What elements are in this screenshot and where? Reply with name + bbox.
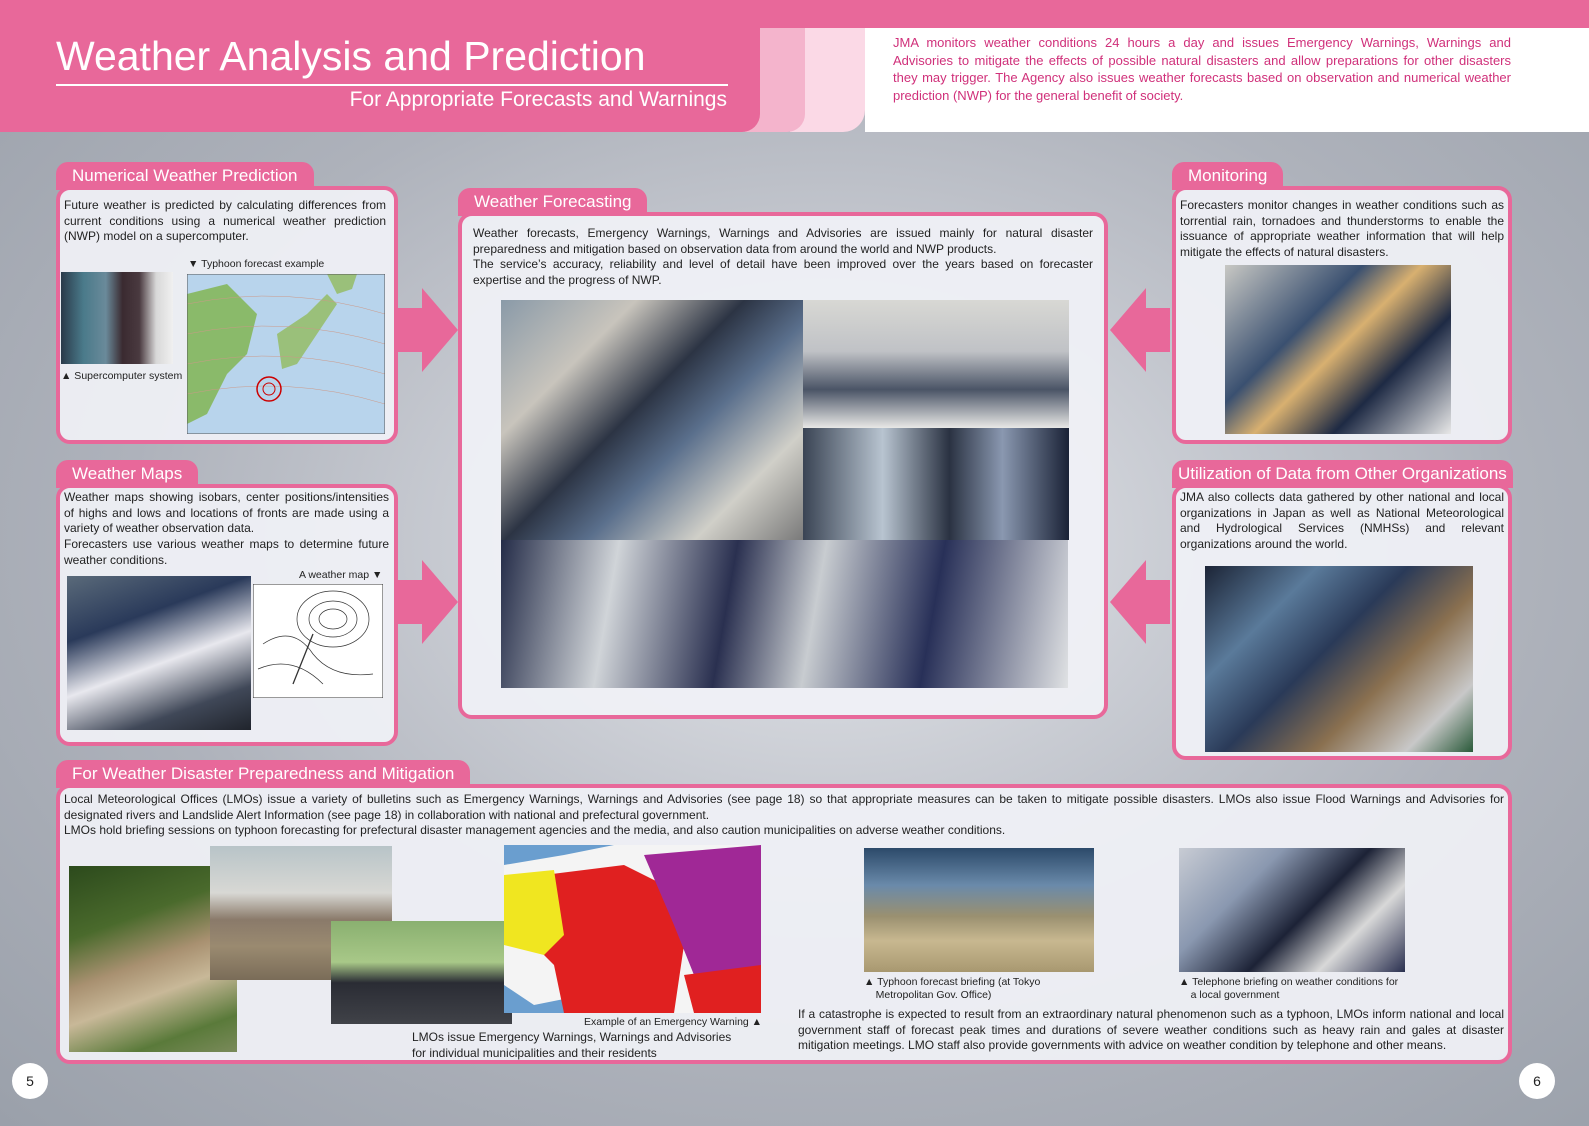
nwp-map-caption: ▼ Typhoon forecast example [188,258,325,270]
nwp-title: Numerical Weather Prediction [56,162,314,190]
weather-map-caption: A weather map ▼ [299,569,383,581]
disaster-text-1: Local Meteorological Offices (LMOs) issue a variety of bulletins such as Emergency Warnings, Warnings and Advisories (see page 18) so that appropriate measures can be taken to mitigate possible disasters. LMOs also issue Flood Warnings and Advisories for designated rivers and Landslide Alert Information (see page 18) in collaboration with national and prefectural government. [64,792,1504,822]
arrow-right-upper [398,288,458,372]
forecaster-drawing-photo [67,576,251,730]
forecasting-title: Weather Forecasting [458,188,647,216]
utilization-title: Utilization of Data from Other Organizations [1172,460,1513,488]
arrow-left-lower [1110,560,1170,644]
nwp-text: Future weather is predicted by calculating differences from current conditions using a numerical weather prediction (NWP) model on a supercomputer. [64,198,386,244]
monitoring-title: Monitoring [1172,162,1283,190]
intro-text: JMA monitors weather conditions 24 hours a day and issues Emergency Warnings, Warnings and Advisories to mitigate the effects of possible natural disasters and allow preparations for other disasters they may trigger. The Agency also issues weather forecasts based on observation and numerical weather prediction (NWP) for the general benefit of society. [893,35,1511,103]
disaster-title: For Weather Disaster Preparedness and Mitigation [56,760,470,788]
page-number-left: 5 [12,1063,48,1099]
typhoon-briefing-caption: ▲ Typhoon forecast briefing (at Tokyo Metropolitan Gov. Office) [864,976,1041,1001]
arrow-right-lower [398,560,458,644]
data-center-photo [1205,566,1473,752]
typhoon-forecast-map [187,274,385,434]
forecasters-meeting-photo [803,300,1069,428]
emergency-warning-caption: Example of an Emergency Warning ▲ [584,1016,763,1028]
page-number-right: 6 [1519,1063,1555,1099]
arrow-left-upper [1110,288,1170,372]
maps-text-2: Forecasters use various weather maps to determine future weather conditions. [64,537,389,567]
disaster-text-3: If a catastrophe is expected to result from an extraordinary natural phenomenon such as a typhoon, LMOs inform national and local government staff of forecast peak times and durations of severe weather conditions such as heavy rain and gales at disaster mitigation meetings. LMO staff also provide governments with advice on weather condition by telephone and other means. [798,1007,1504,1053]
emergency-warning-map [504,845,761,1013]
forecasting-text-1: Weather forecasts, Emergency Warnings, Warnings and Advisories are issued mainly for natural disaster preparedness and mitigation based on observation data from around the world and NWP products. [473,226,1093,256]
supercomputer-caption: ▲ Supercomputer system [61,370,183,382]
telephone-briefing-photo [1179,848,1405,972]
forecasting-text-2: The service’s accuracy, reliability and level of detail have been improved over the years based on forecaster expertise and the progress of NWP. [473,257,1093,287]
page-title: Weather Analysis and Prediction [56,30,728,86]
monitoring-photo [1225,265,1451,434]
operations-room-photo [501,540,1068,688]
telephone-briefing-caption: ▲ Telephone briefing on weather conditions for a local government [1179,976,1399,1001]
press-conference-photo [331,921,512,1024]
forecaster-typhoon-screen-photo [501,300,803,540]
weather-map [253,584,383,698]
monitoring-text: Forecasters monitor changes in weather conditions such as torrential rain, tornadoes and thunderstorms to enable the issuance of appropriate weather information that will help mitigate the effects of natural disasters. [1180,198,1504,260]
lmo-caption: LMOs issue Emergency Warnings, Warnings and Advisories for individual municipalities and their residents [412,1030,732,1060]
forecaster-monitors-photo [803,428,1069,540]
maps-title: Weather Maps [56,460,198,488]
top-bar [0,0,1589,28]
page-subtitle: For Appropriate Forecasts and Warnings [349,88,727,111]
supercomputer-photo [61,272,173,364]
utilization-text: JMA also collects data gathered by other national and local organizations in Japan as well as National Meteorological and Hydrological Services (NMHSs) and relevant organizations around the world. [1180,490,1504,552]
maps-text-1: Weather maps showing isobars, center positions/intensities of highs and lows and locations of fronts are made using a variety of weather observation data. [64,490,389,536]
disaster-text-2: LMOs hold briefing sessions on typhoon forecasting for prefectural disaster management agencies and the media, and also caution municipalities on adverse weather conditions. [64,823,1006,837]
typhoon-briefing-photo [864,848,1094,972]
